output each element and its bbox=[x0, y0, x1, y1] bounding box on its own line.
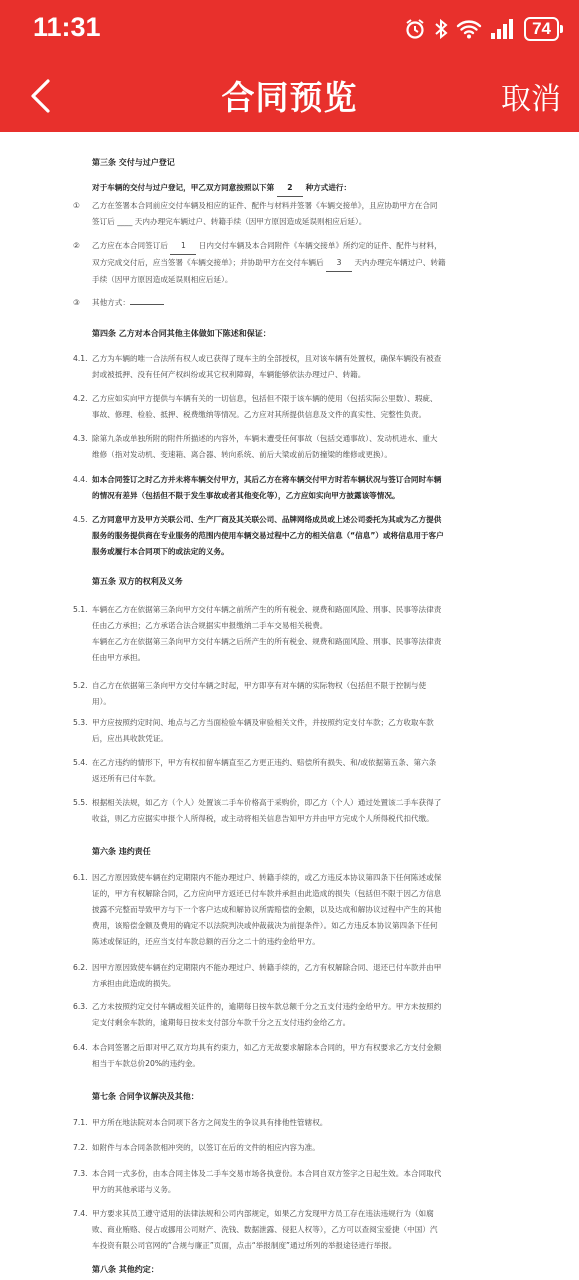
clause-5-3: 甲方应按照约定时间、地点与乙方当面检验车辆及审验相关文件，并按照约定支付车款；乙方收取车款 后，应出具收款凭证。 bbox=[92, 718, 434, 743]
section-4-title: 第四条 乙方对本合同其他主体做如下陈述和保证： bbox=[92, 329, 271, 338]
clause-4-4: 如本合同签订之时乙方并未将车辆交付甲方，其后乙方在将车辆交付甲方时若车辆状况与签订合同时车辆 的情况有差异（包括但不限于发生事故或者其他变化等），乙方应如实向甲方披露该等情况。 bbox=[92, 475, 442, 500]
section-8-title: 第八条 其他约定： bbox=[92, 1265, 159, 1274]
option-1: 乙方在签署本合同前应交付车辆及相应的证件、配件与材料并签署《车辆交接单》，且应协助甲方在合同 签订后 ____ 天内办理完车辆过户、转籍手续（因甲方原因造成延误则相应后延）。 bbox=[92, 201, 438, 226]
cancel-button[interactable]: 取消 bbox=[501, 82, 561, 117]
clause-7-2: 如附件与本合同条款相冲突的，以签订在后的文件的相应内容为准。 bbox=[92, 1143, 320, 1152]
clause-6-3: 乙方未按照约定交付车辆或相关证件的，逾期每日按车款总额千分之五支付违约金给甲方。甲方未按照约 定支付剩余车款的，逾期每日按未支付部分车款千分之五支付违约金给乙方。 bbox=[92, 1002, 442, 1027]
status-time: 11:31 bbox=[33, 12, 101, 42]
wifi-icon bbox=[456, 18, 482, 40]
clause-4-1: 乙方为车辆的唯一合法所有权人或已获得了现车主的全部授权，且对该车辆有处置权，确保车辆没有被查 封或被抵押、没有任何产权纠纷或其它权利障碍，车辆能够依法办理过户、转籍。 bbox=[92, 354, 442, 379]
clause-4-3: 除第九条或单独所附的附件所描述的内容外，车辆未遭受任何事故（包括交通事故）、发动机进水、重大 维修（指对发动机、变速箱、离合器、转向系统、前后大梁或前后防撞梁的维修或更换）。 bbox=[92, 434, 438, 459]
section-6-title: 第六条 违约责任 bbox=[92, 847, 151, 856]
clause-7-3: 本合同一式多份，由本合同主体及二手车交易市场各执壹份。本合同自双方签字之日起生效。本合同取代 甲方的其他承诺与义务。 bbox=[92, 1169, 442, 1194]
nav-bar bbox=[0, 60, 579, 132]
bluetooth-icon bbox=[434, 18, 448, 40]
status-bar bbox=[0, 0, 579, 60]
clause-6-2: 因甲方原因致使车辆在约定期限内不能办理过户、转籍手续的，乙方有权解除合同、退还已付车款并由甲 方承担由此造成的损失。 bbox=[92, 963, 442, 988]
clause-4-5: 乙方同意甲方及甲方关联公司、生产厂商及其关联公司、品牌网络成员或上述公司委托为其或为乙方提供 服务的服务提供商在专业服务的范围内使用车辆交易过程中乙方的相关信息（“信息”）或将信息用于客户 服务或履行本合同项下的或法定的义务。 bbox=[92, 515, 444, 556]
option-3: 其他方式： bbox=[92, 295, 491, 311]
section-7-title: 第七条 合同争议解决及其他： bbox=[92, 1092, 199, 1101]
clause-7-1: 甲方所在地法院对本合同项下各方之间发生的争议具有排他性管辖权。 bbox=[92, 1118, 328, 1127]
section-3-intro: 对于车辆的交付与过户登记，甲乙双方同意按照以下第 2 种方式进行： bbox=[92, 180, 491, 197]
app-header bbox=[0, 0, 579, 132]
contract-document[interactable]: 第三条 交付与过户登记 对于车辆的交付与过户登记，甲乙双方同意按照以下第 2 种方式进行： ① 乙方在签署本合同前应交付车辆及相应的证件、配件与材料并签署《车辆交接单》，且应协助甲方在合同 签订后 ____ 天内办理完车辆过户、转籍手续（因甲方原因造成延误则相应后延）。 ② 乙方应在本合同签订后 1 日内交付车辆及本合同附件《车辆交接单》所约定的证件、配件与材料， 双方完成交付后，应当签署《车辆交接单》；并协助甲方在交付车辆后 3 天内办理完车辆过户、转籍 手续（因甲方原因造成延误则相应后延）。 ③ 其他方式： 第四条 乙方对本合同其他主体做如下陈述和保证： 4.1. 乙方为车辆的唯一合法所有权人或已获得了现车主的全部授权，且对该车辆有处置权，确保车辆没有被查 封或被抵押、没有任何产权纠纷或其它权利障碍，车辆能够依法办理过户、转籍。 4.2. 乙方应如实向甲方提供与车辆有关的一切信息，包括但不限于该车辆的使用（包括实际公里数）、瑕疵、 事故、修理、检验、抵押、税费缴纳等情况。乙方应对其所提供信息及文件的真实性、完整性负责。 4.3. 除第九条或单独所附的附件所描述的内容外，车辆未遭受任何事故（包括交通事故）、发动机进水、重大 维修（指对发动机、变速箱、离合器、转向系统、前后大梁或前后防撞梁的维修或更换）。 4.4. 如本合同签订之时乙方并未将车辆交付甲方，其后乙方在将车辆交付甲方时若车辆状况与签订合同时车辆 的情况有差异（包括但不限于发生事故或者其他变化等），乙方应如实向甲方披露该等情况。 4.5. 乙方同意甲方及甲方关联公司、生产厂商及其关联公司、品牌网络成员或上述公司委托为其或为乙方提供 服务的服务提供商在专业服务的范围内使用车辆交易过程中乙方的相关信息（“信息”）或将信息用于客户 服务或履行本合同项下的或法定的义务。 第五条 双方的权利及义务 5.1. 车辆在乙方在依据第三条向甲方交付车辆之前所产生的所有税金、规费和路面风险、刑事、民事等法律责 任由乙方承担；乙方承诺合法合规据实申报缴纳二手车交易相关税费。 车辆在乙方在依据第三条向甲方交付车辆之后所产生的所有税金、规费和路面风险、刑事、民事等法律责 任由甲方承担。 5.2. 自乙方在依据第三条向甲方交付车辆之时起，甲方即享有对车辆的实际物权（包括但不限于控制与使 用）。 5.3. 甲方应按照约定时间、地点与乙方当面检验车辆及审验相关文件，并按照约定支付车款；乙方收取车款 后，应出具收款凭证。 5.4. 在乙方违约的情形下，甲方有权扣留车辆直至乙方更正违约、赔偿所有损失、和/或依据第五条、第六条 返还所有已付车款。 5.5. 根据相关法规，如乙方（个人）处置该二手车价格高于采购价，即乙方（个人）通过处置该二手车获得了 收益，则乙方应据实申报个人所得税，或主动将相关信息告知甲方并由甲方完成个人所得税代扣代缴。 第六条 违约责任 6.1. 因乙方原因致使车辆在约定期限内不能办理过户、转籍手续的，或乙方违反本协议第四条下任何陈述或保 证的，甲方有权解除合同，乙方应向甲方返还已付车款并承担由此造成的损失（包括但不限于因乙方信息 披露不完整而导致甲方与下一个客户达成和解协议所需赔偿的金额，以及达成和解协议过程中产生的其他 费用，该赔偿金额及费用的确定不以法院判决或仲裁裁决为前提条件）。如乙方违反本协议第四条下任何 陈述或保证的，还应当支付车款总额的百分之二十的违约金给甲方。 6.2. 因甲方原因致使车辆在约定期限内不能办理过户、转籍手续的，乙方有权解除合同、退还已付车款并由甲 方承担由此造成的损失。 6.3. 乙方未按照约定交付车辆或相关证件的，逾期每日按车款总额千分之五支付违约金给甲方。甲方未按照约 定支付剩余车款的，逾期每日按未支付部分车款千分之五支付违约金给乙方。 6.4. 本合同签署之后即对甲乙双方均具有约束力，如乙方无故要求解除本合同的，甲方有权要求乙方支付金额 相当于车款总价20%的违约金。 第七条 合同争议解决及其他： 7.1. 甲方所在地法院对本合同项下各方之间发生的争议具有排他性管辖权。 7.2. 如附件与本合同条款相冲突的，以签订在后的文件的相应内容为准。 7.3. 本合同一式多份，由本合同主体及二手车交易市场各执壹份。本合同自双方签字之日起生效。本合同取代 甲方的其他承诺与义务。 7.4. 甲方要求其员工遵守适用的法律法规和公司内部规定，如果乙方发现甲方员工存在违法违规行为（如腐 败、商业贿赂、侵占或挪用公司财产、洗钱、数据泄露、侵犯人权等），乙方可以查阅宝爱捷（中国）汽 车投资有限公司官网的“合规与廉正”页面，点击“举报制度”通过所列的举报途径进行举报。 第八条 其他约定： bbox=[0, 132, 579, 1280]
page-title: 合同预览 bbox=[221, 78, 358, 117]
clause-5-5: 根据相关法规，如乙方（个人）处置该二手车价格高于采购价，即乙方（个人）通过处置该二手车获得了 收益，则乙方应据实申报个人所得税，或主动将相关信息告知甲方并由甲方完成个人所得税代扣代缴。 bbox=[92, 798, 442, 823]
clause-5-2: 自乙方在依据第三条向甲方交付车辆之时起，甲方即享有对车辆的实际物权（包括但不限于控制与使 用）。 bbox=[92, 681, 427, 706]
option-2: 乙方应在本合同签订后 1 日内交付车辆及本合同附件《车辆交接单》所约定的证件、配件与材料， 双方完成交付后，应当签署《车辆交接单》；并协助甲方在交付车辆后 3 天内办理完车辆过户、转籍 手续（因甲方原因造成延误则相应后延）。 bbox=[92, 238, 491, 288]
battery-indicator: 74 bbox=[524, 17, 559, 41]
clause-7-4: 甲方要求其员工遵守适用的法律法规和公司内部规定，如果乙方发现甲方员工存在违法违规行为（如腐 败、商业贿赂、侵占或挪用公司财产、洗钱、数据泄露、侵犯人权等），乙方可以查阅宝爱捷（中国）汽 车投资有限公司官网的“合规与廉正”页面，点击“举报制度”通过所列的举报途径进行举报。 bbox=[92, 1209, 438, 1250]
clause-4-2: 乙方应如实向甲方提供与车辆有关的一切信息，包括但不限于该车辆的使用（包括实际公里数）、瑕疵、 事故、修理、检验、抵押、税费缴纳等情况。乙方应对其所提供信息及文件的真实性、完整性负责。 bbox=[92, 394, 438, 419]
alarm-icon bbox=[404, 18, 426, 40]
status-icons bbox=[404, 14, 559, 44]
clause-6-4: 本合同签署之后即对甲乙双方均具有约束力，如乙方无故要求解除本合同的，甲方有权要求乙方支付金额 相当于车款总价20%的违约金。 bbox=[92, 1043, 442, 1068]
section-3-title: 第三条 交付与过户登记 bbox=[92, 158, 175, 167]
clause-5-4: 在乙方违约的情形下，甲方有权扣留车辆直至乙方更正违约、赔偿所有损失、和/或依据第五条、第六条 返还所有已付车款。 bbox=[92, 758, 437, 783]
signal-icon bbox=[490, 18, 516, 40]
section-5-title: 第五条 双方的权利及义务 bbox=[92, 577, 183, 586]
clause-6-1: 因乙方原因致使车辆在约定期限内不能办理过户、转籍手续的，或乙方违反本协议第四条下任何陈述或保 证的，甲方有权解除合同，乙方应向甲方返还已付车款并承担由此造成的损失（包括但不限于因乙方信息 披露不完整而导致甲方与下一个客户达成和解协议所需赔偿的金额，以及达成和解协议过程中产生的其他 费用，该赔偿金额及费用的确定不以法院判决或仲裁裁决为前提条件）。如乙方违反本协议第四条下任何 陈述或保证的，还应当支付车款总额的百分之二十的违约金给甲方。 bbox=[92, 873, 442, 946]
clause-5-1: 车辆在乙方在依据第三条向甲方交付车辆之前所产生的所有税金、规费和路面风险、刑事、民事等法律责 任由乙方承担；乙方承诺合法合规据实申报缴纳二手车交易相关税费。 车辆在乙方在依据第三条向甲方交付车辆之后所产生的所有税金、规费和路面风险、刑事、民事等法律责 任由甲方承担。 bbox=[92, 605, 442, 662]
